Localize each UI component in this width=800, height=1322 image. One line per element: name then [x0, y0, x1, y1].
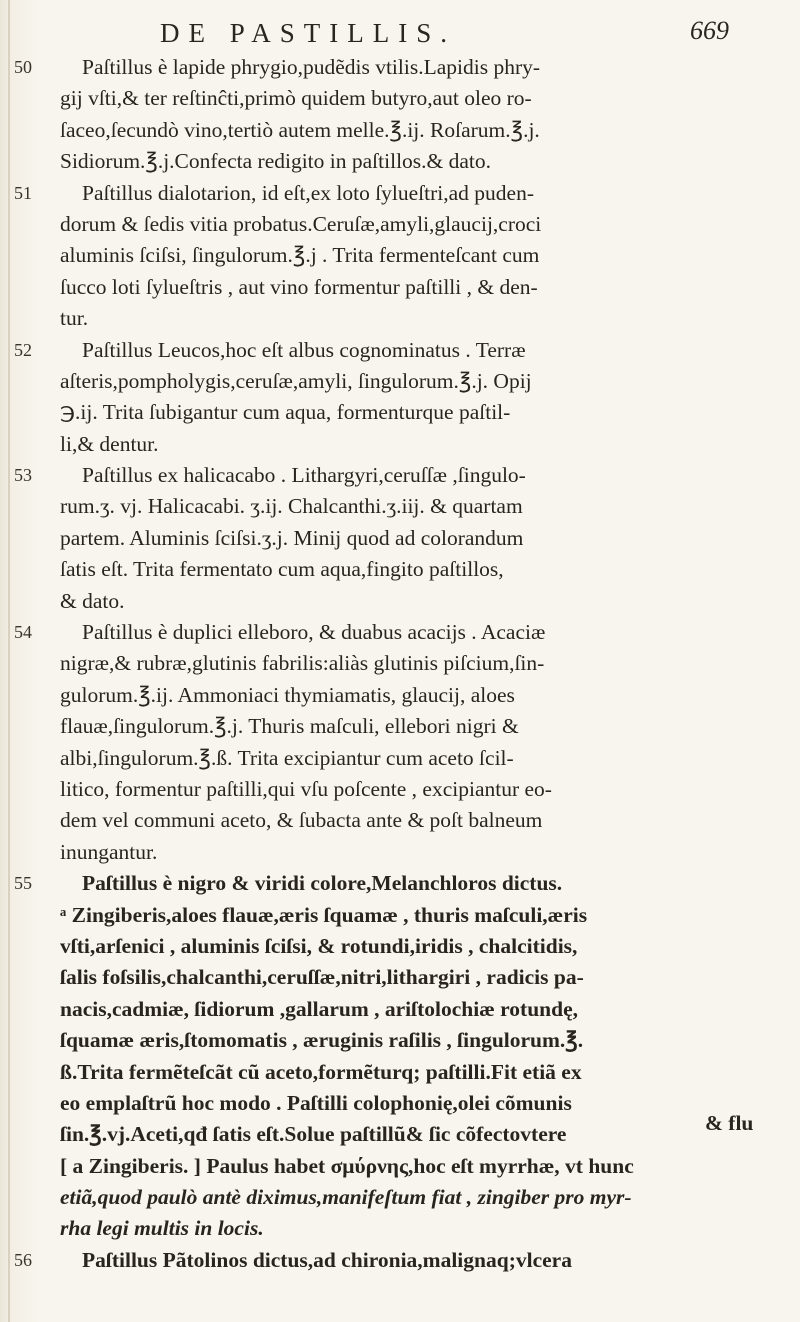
text-line: gulorum.℥.ij. Ammoniaci thymiamatis, glaucij, aloes [60, 682, 515, 707]
recipe-entry-56 [14, 1245, 760, 1276]
text-line: tur. [60, 306, 89, 331]
text-line: Paſtillus Pãtolinos dictus,ad chironia,malignaq;vlcera [82, 1247, 572, 1272]
text-line: Sidiorum.℥.j.Confecta redigito in paſtillos.& dato. [60, 149, 492, 174]
page-gutter [8, 0, 10, 1322]
text-line: Paſtillus Leucos,hoc eſt albus cognominatus . Terræ [82, 337, 526, 362]
page-number: 669 [690, 16, 729, 45]
entry-number: 52 [14, 339, 32, 360]
text-line: Paſtillus è duplici elleboro, & duabus acacijs . Acaciæ [82, 620, 546, 645]
text-line: ſin.℥.vj.Aceti,qđ ſatis eſt.Solue paſtillũ& ſic cõfectovtere [60, 1122, 567, 1147]
text-line: nigræ,& rubræ,glutinis fabrilis:aliàs glutinis piſcium,ſin- [60, 651, 545, 676]
entry-number: 56 [14, 1249, 32, 1270]
entry-number: 54 [14, 622, 32, 643]
recipe-entry-52 [14, 335, 760, 461]
text-line: dem vel communi aceto, & ſubacta ante & poſt balneum [60, 808, 543, 833]
text-line: gij vſti,& ter reſtinĉti,primò quidem butyro,aut oleo ro- [60, 86, 532, 111]
text-line: Paſtillus è lapide phrygio,pudẽdis vtilis.Lapidis phry- [82, 55, 541, 79]
text-line: nacis,cadmiæ, ſidiorum ,gallarum , ariſtolochiæ rotundę, [60, 996, 578, 1021]
text-line: & dato. [60, 588, 125, 613]
text-line: Paſtillus dialotarion, id eſt,ex loto ſylueſtri,ad puden- [82, 180, 535, 205]
recipe-entry-53 [14, 460, 760, 617]
text-line: albi,ſingulorum.℥.ß. Trita excipiantur cum aceto ſcil- [60, 745, 514, 770]
text-line: eo emplaſtrũ hoc modo . Paſtilli colophonię,olei cõmunis [60, 1090, 572, 1115]
text-line: Paſtillus è nigro & viridi colore,Melanchloros dictus. [82, 871, 563, 896]
text-line: inungantur. [60, 839, 158, 864]
text-line: ᵃ Zingiberis,aloes flauæ,æris ſquamæ , thuris maſculi,æris [60, 902, 588, 927]
note-line: rha legi multis in locis. [60, 1216, 264, 1241]
recipe-entry-51 [14, 178, 760, 335]
running-header: DE PASTILLIS. [160, 18, 457, 48]
recipe-entry-54 [14, 617, 760, 868]
recipe-entry-55 [14, 868, 760, 1151]
note-line: etiã,quod paulò antè diximus,manifeſtum fiat , zingiber pro myr- [60, 1185, 632, 1210]
annotation-note [60, 1151, 760, 1245]
text-body [14, 52, 760, 1276]
text-line: partem. Aluminis ſciſsi.ʒ.j. Minij quod ad colorandum [60, 525, 524, 550]
recipe-entry-50 [14, 52, 760, 178]
entry-number: 51 [14, 182, 32, 203]
text-line: ß.Trita fermẽteſcãt cũ aceto,formẽturq; paſtilli.Fit etiã ex [60, 1059, 582, 1084]
text-line: li,& dentur. [60, 431, 159, 456]
text-line: aſteris,pompholygis,ceruſæ,amyli, ſingulorum.℥.j. Opij [60, 368, 532, 393]
text-line: dorum & ſedis vitia probatus.Ceruſæ,amyli,glaucij,croci [60, 211, 542, 236]
text-line: ſucco loti ſylueſtris , aut vino formentur paſtilli , & den- [60, 274, 538, 299]
entry-number: 53 [14, 465, 32, 486]
catchword: & flu [705, 1111, 754, 1135]
text-line: ℈.ij. Trita ſubigantur cum aqua, formenturque paſtil- [60, 400, 511, 425]
text-line: litico, formentur paſtilli,qui vſu poſcente , excipiantur eo- [60, 776, 552, 801]
text-line: flauæ,ſingulorum.℥.j. Thuris maſculi, ellebori nigri & [60, 714, 519, 739]
text-line: Paſtillus ex halicacabo . Lithargyri,ceruſſæ ,ſingulo- [82, 463, 526, 488]
text-line: rum.ʒ. vj. Halicacabi. ʒ.ij. Chalcanthi.ʒ.iij. & quartam [60, 494, 523, 519]
entry-number: 55 [14, 873, 32, 894]
text-line: ſalis foſsilis,chalcanthi,ceruſſæ,nitri,lithargiri , radicis pa- [60, 965, 584, 990]
note-line: [ a Zingiberis. ] Paulus habet σμύρνης,hoc eſt myrrhæ, vt hunc [60, 1153, 634, 1178]
text-line: ſaceo,ſecundò vino,tertiò autem melle.℥.ij. Roſarum.℥.j. [60, 117, 540, 142]
text-line: aluminis ſciſsi, ſingulorum.℥.j . Trita fermenteſcant cum [60, 243, 540, 268]
text-line: vſti,arſenici , aluminis ſciſsi, & rotundi,iridis , chalcitidis, [60, 933, 578, 958]
text-line: ſatis eſt. Trita fermentato cum aqua,fingito paſtillos, [60, 557, 504, 582]
text-line: ſquamæ æris,ſtomomatis , æruginis raſilis , ſingulorum.℥. [60, 1028, 584, 1053]
entry-number: 50 [14, 57, 32, 77]
